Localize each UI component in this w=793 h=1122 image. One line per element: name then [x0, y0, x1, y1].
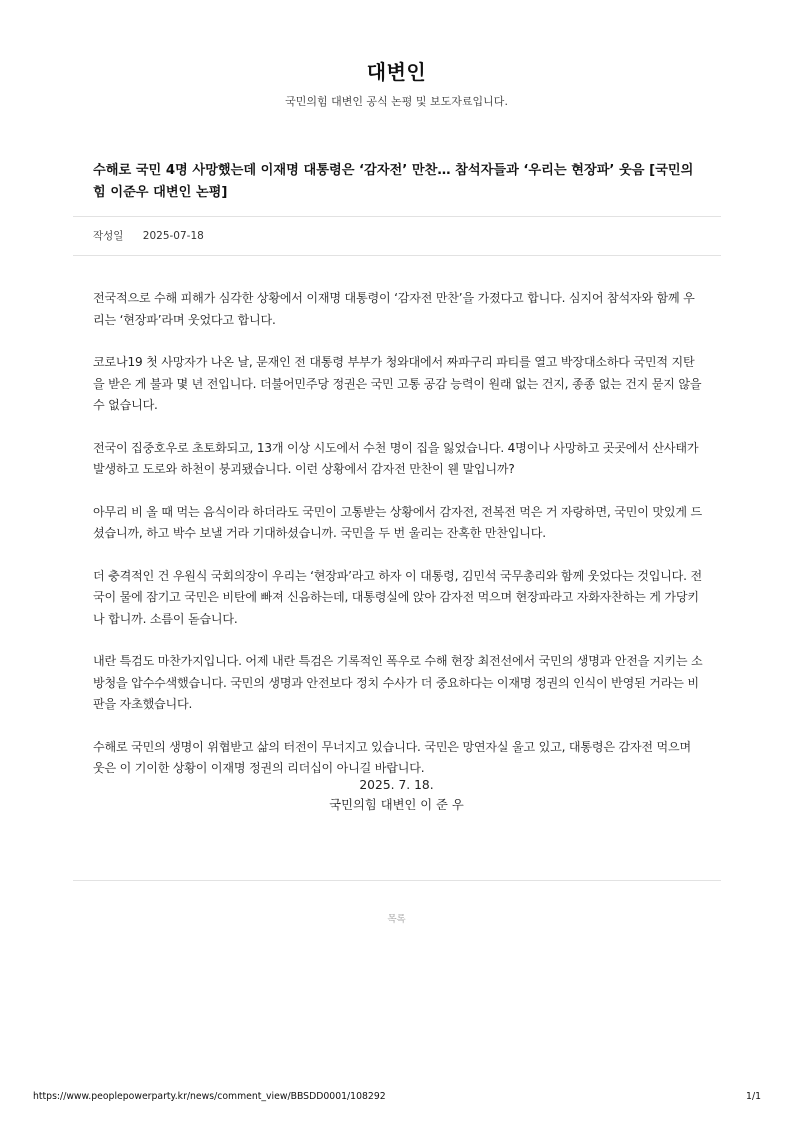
body-paragraph: 아무리 비 올 때 먹는 음식이라 하더라도 국민이 고통받는 상황에서 감자전, 전복전 먹은 거 자랑하면, 국민이 맛있게 드셨습니까, 하고 박수 보낼 거라 기대하셨습니까. 국민을 두 번 울리는 잔혹한 만찬입니다.: [93, 504, 702, 540]
article-title: 수해로 국민 4명 사망했는데 이재명 대통령은 ‘감자전’ 만찬… 참석자들과 ‘우리는 현장파’ 웃음 [국민의힘 이준우 대변인 논평]: [93, 163, 694, 200]
footer-url: https://www.peoplepowerparty.kr/news/comment_view/BBSDD0001/108292: [33, 1091, 386, 1102]
list-button[interactable]: 목록: [387, 914, 406, 925]
body-paragraph: 내란 특검도 마찬가지입니다. 어제 내란 특검은 기록적인 폭우로 수해 현장 최전선에서 국민의 생명과 안전을 지키는 소방청을 압수수색했습니다. 국민의 생명과 안전보다 정치 수사가 더 중요하다는 이재명 정권의 인식이 반영된 거라는 비판을 자초했습니다.: [93, 654, 703, 711]
page-subtitle: 국민의힘 대변인 공식 논평 및 보도자료입니다.: [285, 95, 508, 108]
body-paragraph: 더 충격적인 건 우원식 국회의장이 우리는 ‘현장파’라고 하자 이 대통령, 김민석 국무총리와 함께 웃었다는 것입니다. 전국이 물에 잠기고 국민은 비탄에 빠져 신음하는데, 대통령실에 앉아 감자전 먹으며 현장파라고 자화자찬하는 게 가당키나 합니까. 소름이 돋습니다.: [93, 568, 702, 626]
title-divider: [73, 216, 721, 217]
footer-divider: [73, 880, 721, 881]
date-label: 작성일: [93, 230, 124, 242]
article-meta: [93, 228, 204, 243]
page-indicator: 1/1: [746, 1091, 761, 1102]
date-value: 2025-07-18: [142, 230, 204, 242]
article-body: [93, 288, 705, 801]
body-paragraph: 전국적으로 수해 피해가 심각한 상황에서 이재명 대통령이 ‘감자전 만찬’을 가졌다고 합니다. 심지어 참석자와 함께 우리는 ‘현장파’라며 웃었다고 합니다.: [93, 291, 695, 327]
body-paragraph: 수해로 국민의 생명이 위협받고 삶의 터전이 무너지고 있습니다. 국민은 망연자실 울고 있고, 대통령은 감자전 먹으며 웃은 이 기이한 상황이 이재명 정권의 리더십이 아니길 바랍니다.: [93, 739, 691, 775]
body-paragraph: 코로나19 첫 사망자가 나온 날, 문재인 전 대통령 부부가 청와대에서 짜파구리 파티를 열고 박장대소하다 국민적 지탄을 받은 게 불과 몇 년 전입니다. 더불어민주당 정권은 국민 고통 공감 능력이 원래 없는 건지, 종종 없는 건지 묻지 않을 수 없습니다.: [93, 355, 702, 412]
body-paragraph: 전국이 집중호우로 초토화되고, 13개 이상 시도에서 수천 명이 집을 잃었습니다. 4명이나 사망하고 곳곳에서 산사태가 발생하고 도로와 하천이 붕괴됐습니다. 이런 상황에서 감자전 만찬이 웬 말입니까?: [93, 440, 699, 476]
sign-off: [0, 775, 793, 815]
sign-off-date: 2025. 7. 18.: [359, 778, 434, 792]
sign-off-author: 국민의힘 대변인 이 준 우: [329, 798, 464, 812]
meta-divider: [73, 255, 721, 256]
page-title: 대변인: [366, 60, 427, 84]
